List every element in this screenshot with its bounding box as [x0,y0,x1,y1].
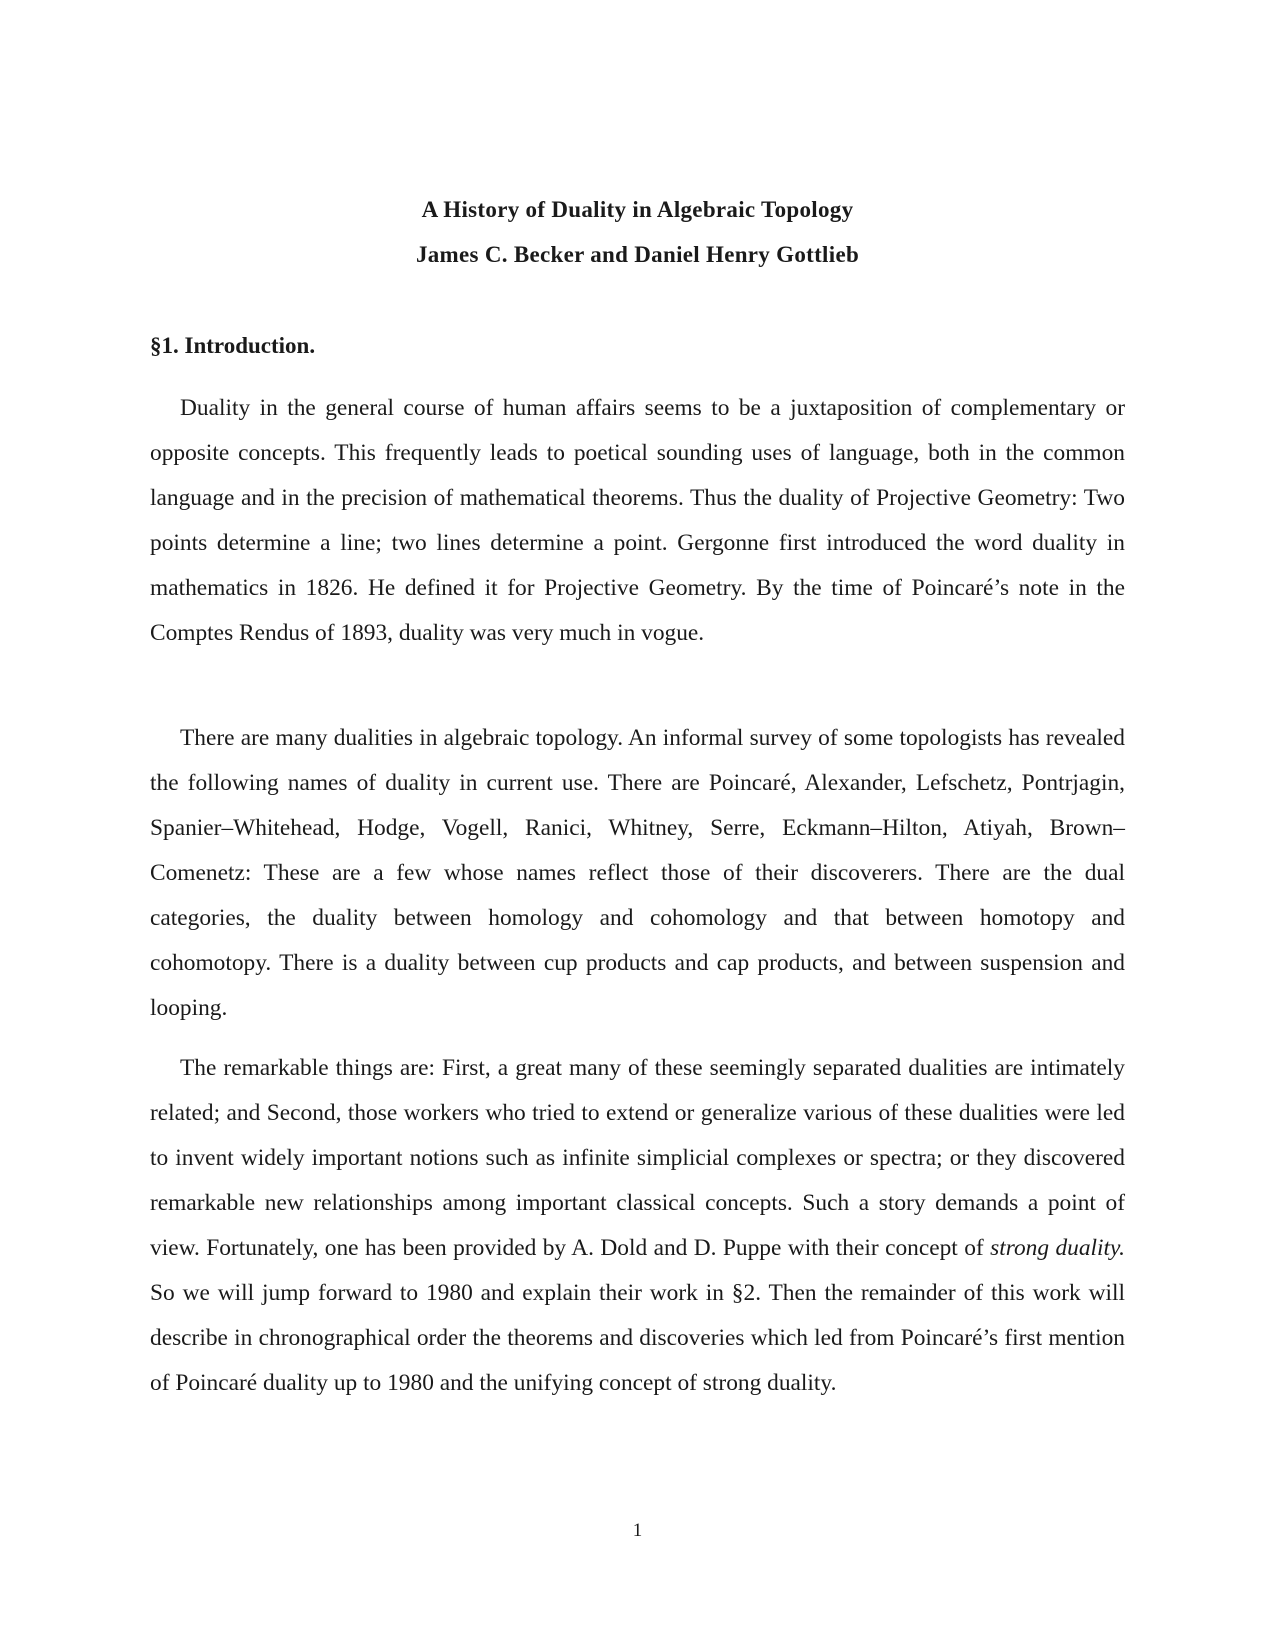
paper-authors: James C. Becker and Daniel Henry Gottlieb [415,242,860,267]
paragraph-1: Duality in the general course of human affairs seems to be a juxtaposition of complementary or opposite concepts. This frequently leads to poetical sounding uses of language, both in the common language and in the precision of mathematical theorems. Thus the duality of Projective Geometry: Two points determine a line; two lines determine a point. Gergonne first introduced the word duality in mathematics in 1826. He defined it for Projective Geometry. By the time of Poincaré’s note in the Comptes Rendus of 1893, duality was very much in vogue. [150,395,1125,646]
page-number: 1 [632,1520,643,1541]
paragraph-3-emphasis: strong duality. [990,1235,1125,1261]
paragraph-3-text-before: The remarkable things are: First, a great many of these seemingly separated dualities are intimately related; and Second, those workers who tried to extend or generalize various of these dualities were led to invent widely important notions such as infinite simplicial complexes or spectra; or they discovered remarkable new relationships among important classical concepts. Such a story demands a point of view. Fortunately, one has been provided by A. Dold and D. Puppe with their concept of [150,1055,1125,1261]
paragraph-2: There are many dualities in algebraic topology. An informal survey of some topologists has revealed the following names of duality in current use. There are Poincaré, Alexander, Lefschetz, Pontrjagin, Spanier–Whitehead, Hodge, Vogell, Ranici, Whitney, Serre, Eckmann–Hilton, Atiyah, Brown–Comenetz: These are a few whose names reflect those of their discoverers. There are the dual categories, the duality between homology and cohomology and that between homotopy and cohomotopy. There is a duality between cup products and cap products, and between suspension and looping. [150,725,1125,1021]
paragraph-3-text-after: So we will jump forward to 1980 and explain their work in §2. Then the remainder of this work will describe in chronographical order the theorems and discoveries which led from Poincaré’s first mention of Poincaré duality up to 1980 and the unifying concept of strong duality. [150,1280,1125,1396]
paper-title: A History of Duality in Algebraic Topology [421,197,854,222]
section-heading: §1. Introduction. [150,333,316,358]
paragraph-3 [150,1046,1125,1406]
